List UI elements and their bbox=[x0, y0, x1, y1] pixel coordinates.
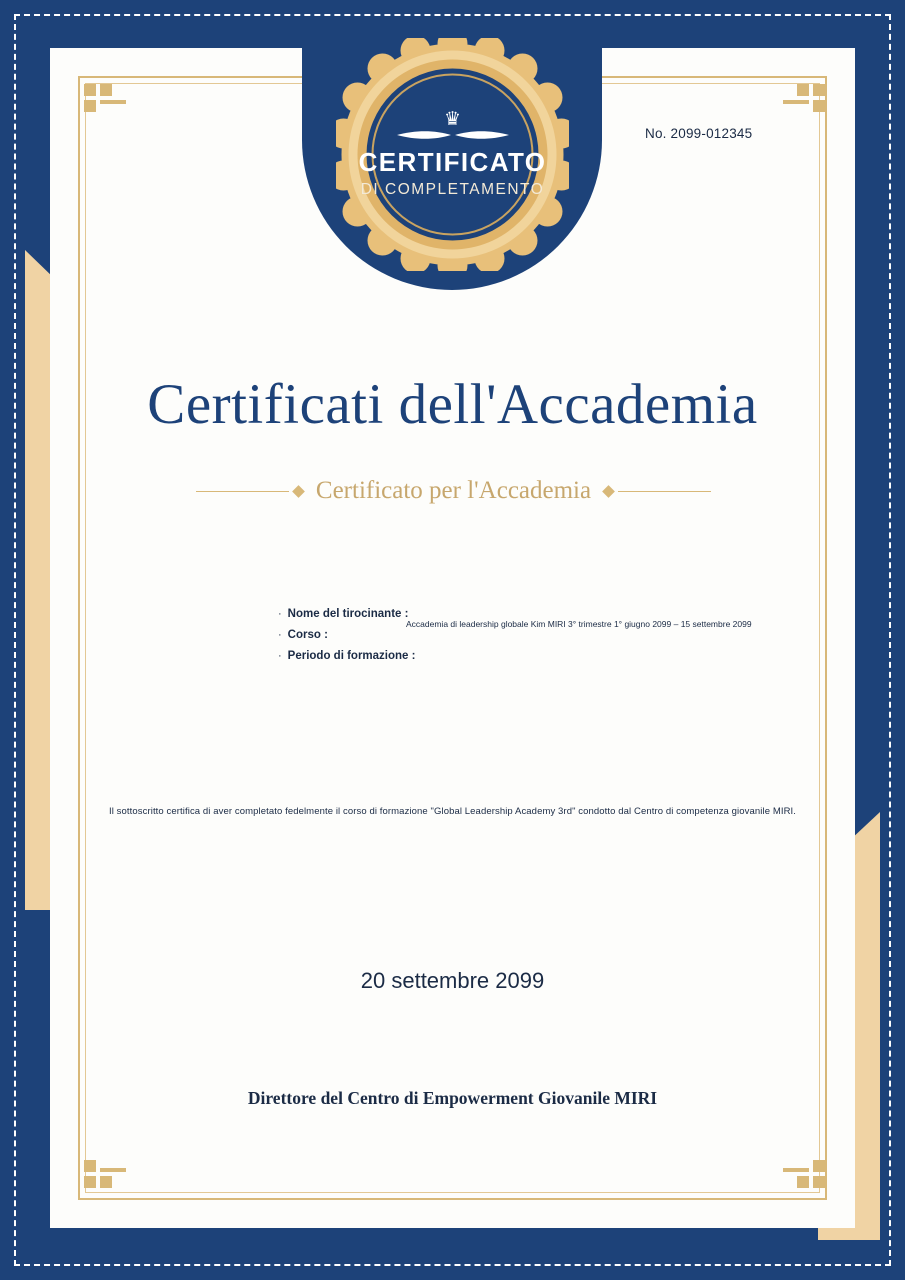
field-values-overlay: Accademia di leadership globale Kim MIRI 3° trimestre 1° giugno 2099 – 15 settembre 2099 bbox=[406, 619, 752, 629]
corner-ornament-top-right bbox=[783, 84, 825, 114]
rule-left bbox=[196, 491, 289, 492]
corner-ornament-top-left bbox=[84, 84, 126, 114]
page-title: Certificati dell'Accademia bbox=[147, 373, 758, 436]
field-label-training-period: Periodo di formazione : bbox=[287, 650, 416, 662]
signer-title: Direttore del Centro di Empowerment Giovanile MIRI bbox=[247, 1088, 658, 1108]
subtitle-row bbox=[196, 474, 711, 508]
page-subtitle: Certificato per l'Accademia bbox=[315, 477, 592, 504]
field-label-course: Corso : bbox=[287, 629, 328, 641]
diamond-icon-right bbox=[602, 485, 615, 498]
corner-ornament-bottom-left bbox=[84, 1158, 126, 1188]
crown-icon: ♛ bbox=[443, 108, 462, 130]
flourish-icon bbox=[393, 130, 513, 140]
seal-text-group bbox=[336, 38, 569, 271]
certification-statement: Il sottoscritto certifica di aver completato fedelmente il corso di formazione "Global Leadership Academy 3rd" condotto dal Centro di competenza giovanile MIRI. bbox=[108, 806, 797, 817]
bullet-icon: · bbox=[278, 629, 282, 641]
diamond-icon-left bbox=[292, 485, 305, 498]
field-label-trainee-name: Nome del tirocinante : bbox=[287, 608, 409, 620]
corner-ornament-bottom-right bbox=[783, 1158, 825, 1188]
seal-title: CERTIFICATO bbox=[358, 146, 547, 177]
seal-subtitle: DI COMPLETAMENTO bbox=[360, 181, 545, 199]
serial-number: No. 2099-012345 bbox=[645, 126, 753, 141]
list-item bbox=[278, 629, 698, 641]
list-item bbox=[278, 650, 698, 662]
certificate-seal bbox=[336, 38, 569, 271]
bullet-icon: · bbox=[278, 650, 282, 662]
rule-right bbox=[618, 491, 711, 492]
field-label-list bbox=[278, 608, 698, 671]
bullet-icon: · bbox=[278, 608, 282, 620]
issue-date: 20 settembre 2099 bbox=[360, 968, 545, 993]
